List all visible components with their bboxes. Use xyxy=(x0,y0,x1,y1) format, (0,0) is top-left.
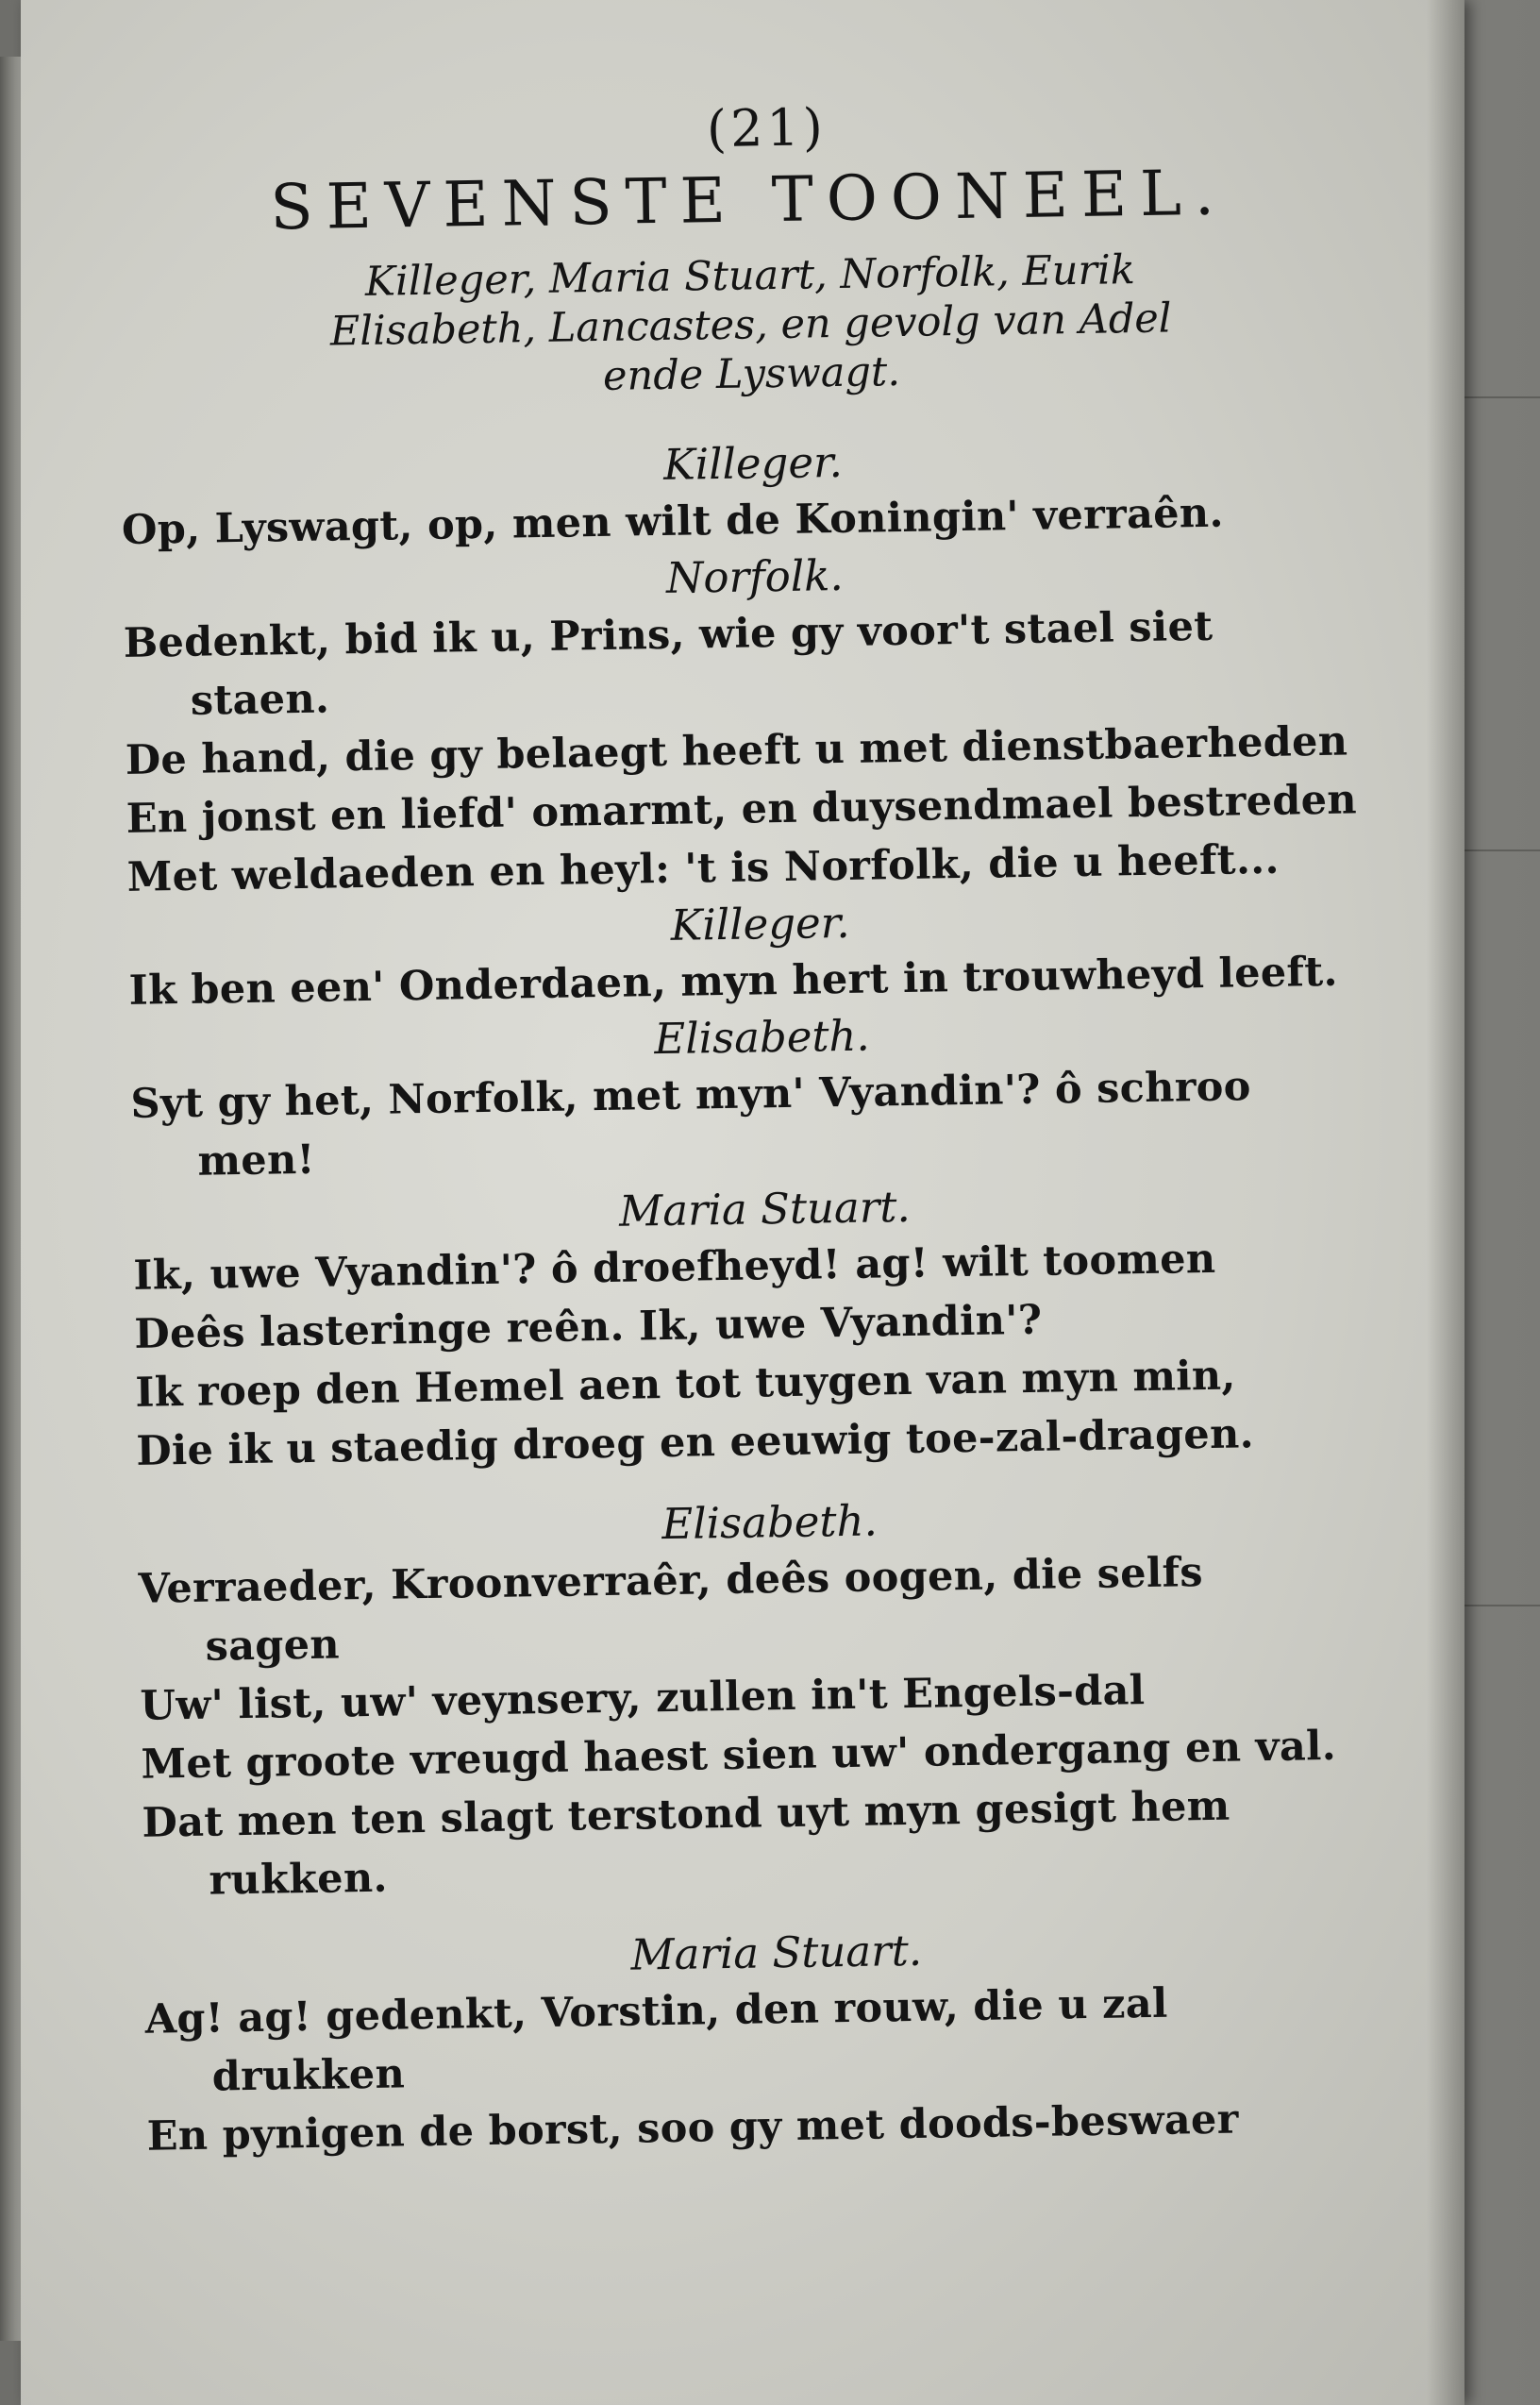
speaker-name: Killeger. xyxy=(662,436,844,490)
verse-line: Uw' list, uw' veynsery, zullen in't Engels-dal xyxy=(140,1667,1146,1730)
dialogue xyxy=(121,427,1412,2166)
verse-line: men! xyxy=(197,1135,316,1186)
table-grain xyxy=(1465,396,1540,398)
verse-line: Ik ben een' Onderdaen, myn hert in trouwheyd leeft. xyxy=(128,948,1339,1015)
verse-line: De hand, die gy belaegt heeft u met dienstbaerheden xyxy=(125,717,1348,784)
cast-list xyxy=(118,242,1384,409)
page-text xyxy=(115,89,1412,2166)
speaker-name: Killeger. xyxy=(670,897,850,950)
verse-line: Met weldaeden en heyl: 't is Norfolk, die u heeft... xyxy=(126,835,1281,901)
verse-line: drukken xyxy=(211,2050,406,2101)
cast-line: ende Lyswagt. xyxy=(602,347,901,400)
verse-line: staen. xyxy=(190,675,330,725)
speaker-name: Elisabeth. xyxy=(661,1495,879,1550)
scene-heading: SEVENSTE TOONEEL. xyxy=(269,156,1229,244)
verse-line: rukken. xyxy=(209,1854,389,1905)
speaker-name: Maria Stuart. xyxy=(630,1925,923,1980)
verse-line: Met groote vreugd haest sien uw' ondergang en val. xyxy=(141,1722,1337,1789)
verse-line: sagen xyxy=(205,1621,341,1671)
verse-line: Ag! ag! gedenkt, Vorstin, den rouw, die u zal xyxy=(144,1979,1168,2043)
verse-line: Die ik u staedig droeg en eeuwig toe-zal-dragen. xyxy=(135,1410,1255,1475)
verse-line: Deês lasteringe reên. Ik, uwe Vyandin'? xyxy=(134,1296,1043,1358)
verse-line: Ik roep den Hemel aen tot tuygen van myn min, xyxy=(134,1352,1237,1417)
table-grain xyxy=(1465,1605,1540,1606)
verse-line: Op, Lyswagt, op, men wilt de Koningin' verraên. xyxy=(121,489,1225,554)
verse-line: Bedenkt, bid ik u, Prins, wie gy voor't stael siet xyxy=(123,602,1214,667)
verse-line: Dat men ten slagt terstond uyt myn gesigt hem xyxy=(142,1782,1230,1847)
speaker-name: Maria Stuart. xyxy=(618,1181,912,1236)
speaker-name: Norfolk. xyxy=(665,549,845,603)
verse-line: Verraeder, Kroonverraêr, deês oogen, die selfs xyxy=(138,1549,1204,1613)
verse-line: Syt gy het, Norfolk, met myn' Vyandin'? ô schroo xyxy=(130,1063,1252,1128)
page-number: (21) xyxy=(706,97,828,160)
verse-line: En pynigen de borst, soo gy met doods-beswaer xyxy=(146,2095,1239,2161)
page-shadow xyxy=(1427,0,1465,2405)
speaker-name: Elisabeth. xyxy=(653,1010,871,1065)
verse-line: Ik, uwe Vyandin'? ô droefheyd! ag! wilt toomen xyxy=(133,1235,1216,1300)
book-page xyxy=(21,0,1465,2405)
table-grain xyxy=(1465,849,1540,851)
verse-line: En jonst en liefd' omarmt, en duysendmael bestreden xyxy=(126,776,1358,843)
cast-line: Killeger, Maria Stuart, Norfolk, Eurik xyxy=(364,246,1136,306)
cast-line: Elisabeth, Lancastes, en gevolg van Adel xyxy=(329,294,1172,356)
